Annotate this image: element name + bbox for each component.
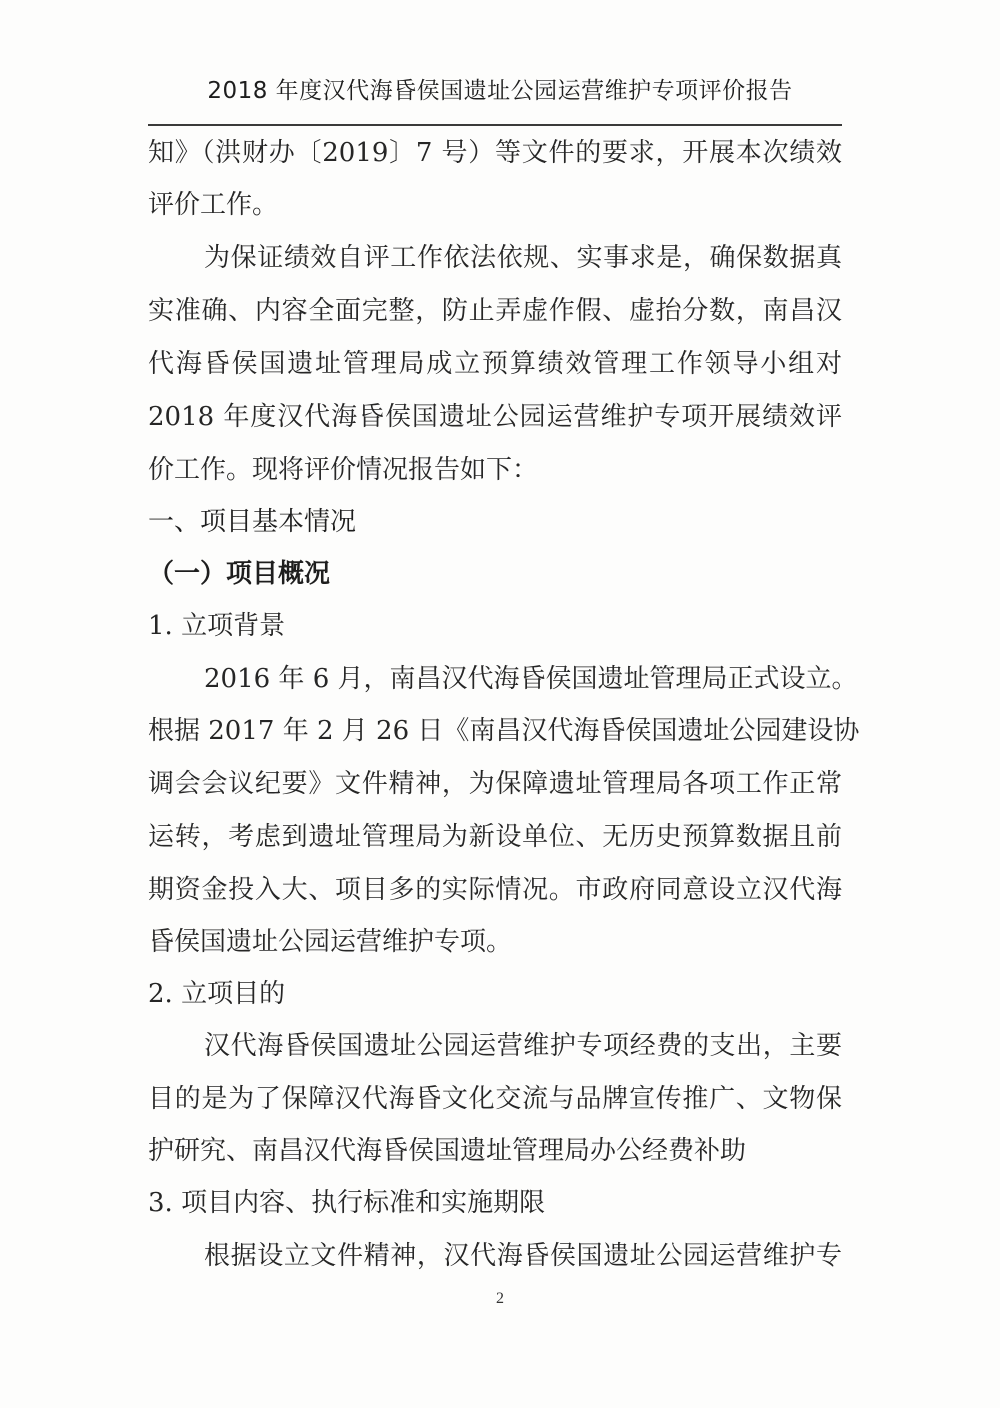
header-divider bbox=[148, 124, 842, 126]
section-heading: 一、项目基本情况 bbox=[148, 507, 357, 537]
paragraph-line: 昏侯国遗址公园运营维护专项。 bbox=[148, 927, 513, 957]
paragraph-line: 调会会议纪要》文件精神，为保障遗址管理局各项工作正常 bbox=[148, 769, 842, 799]
item-heading: 2. 立项目的 bbox=[148, 979, 286, 1009]
paragraph-line: 运转，考虑到遗址管理局为新设单位、无历史预算数据且前 bbox=[148, 822, 842, 852]
paragraph-line: 2018 年度汉代海昏侯国遗址公园运营维护专项开展绩效评 bbox=[148, 402, 842, 432]
paragraph-line: 为保证绩效自评工作依法依规、实事求是，确保数据真 bbox=[204, 243, 842, 273]
paragraph-line: 目的是为了保障汉代海昏文化交流与品牌宣传推广、文物保 bbox=[148, 1084, 842, 1114]
paragraph-line: 代海昏侯国遗址管理局成立预算绩效管理工作领导小组对 bbox=[148, 349, 842, 379]
paragraph-line: 知》（洪财办〔2019〕7 号）等文件的要求，开展本次绩效 bbox=[148, 138, 842, 168]
paragraph-line: 期资金投入大、项目多的实际情况。市政府同意设立汉代海 bbox=[148, 875, 842, 905]
paragraph-line: 根据设立文件精神，汉代海昏侯国遗址公园运营维护专 bbox=[204, 1241, 842, 1271]
item-heading: 1. 立项背景 bbox=[148, 611, 286, 641]
running-header-title: 2018 年度汉代海昏侯国遗址公园运营维护专项评价报告 bbox=[207, 78, 793, 104]
paragraph-line: 汉代海昏侯国遗址公园运营维护专项经费的支出，主要 bbox=[204, 1031, 842, 1061]
paragraph-line: 评价工作。 bbox=[148, 190, 279, 220]
subsection-heading: （一）项目概况 bbox=[148, 559, 331, 589]
paragraph-line: 实准确、内容全面完整，防止弄虚作假、虚抬分数，南昌汉 bbox=[148, 296, 842, 326]
paragraph-line: 护研究、南昌汉代海昏侯国遗址管理局办公经费补助 bbox=[148, 1136, 747, 1166]
paragraph-line: 价工作。现将评价情况报告如下： bbox=[148, 455, 539, 485]
paragraph-line: 2016 年 6 月，南昌汉代海昏侯国遗址管理局正式设立。 bbox=[204, 664, 858, 694]
page-number: 2 bbox=[496, 1290, 504, 1307]
item-heading: 3. 项目内容、执行标准和实施期限 bbox=[148, 1188, 546, 1218]
paragraph-line: 根据 2017 年 2 月 26 日《南昌汉代海昏侯国遗址公园建设协 bbox=[148, 716, 860, 746]
